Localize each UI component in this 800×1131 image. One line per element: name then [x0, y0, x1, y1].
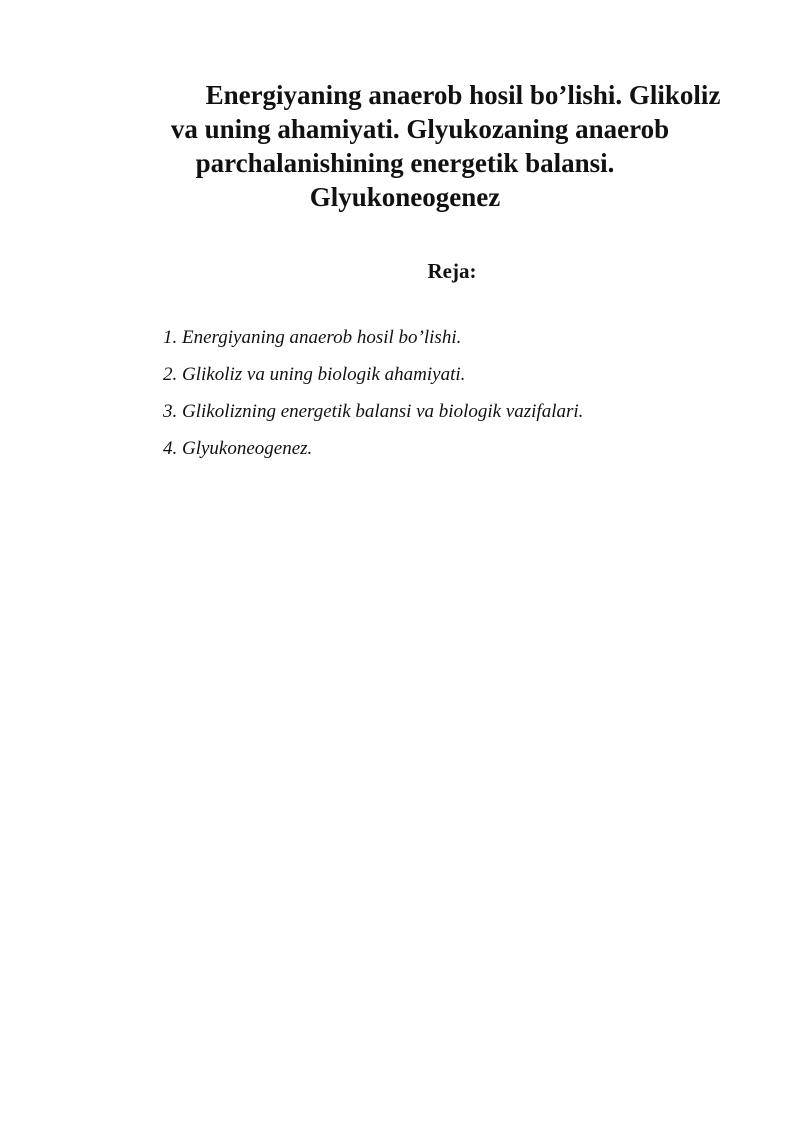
- title-line-1: Energiyaning anaerob hosil bo’lishi. Glikoliz: [205, 80, 721, 110]
- plan-item-3: 3. Glikolizning energetik balansi va biologik vazifalari.: [163, 401, 584, 422]
- document-title: [140, 78, 750, 214]
- plan-list: [163, 326, 583, 474]
- plan-item-1: 1. Energiyaning anaerob hosil bo’lishi.: [163, 327, 462, 348]
- title-line-4: Glyukoneogenez: [309, 182, 501, 212]
- plan-item-2: 2. Glikoliz va uning biologik ahamiyati.: [163, 364, 466, 385]
- title-line-3: parchalanishining energetik balansi.: [195, 148, 615, 178]
- plan-item-4: 4. Glyukoneogenez.: [163, 438, 313, 459]
- title-line-2: va uning ahamiyati. Glyukozaning anaerob: [170, 114, 670, 144]
- plan-heading: Reja:: [427, 259, 477, 283]
